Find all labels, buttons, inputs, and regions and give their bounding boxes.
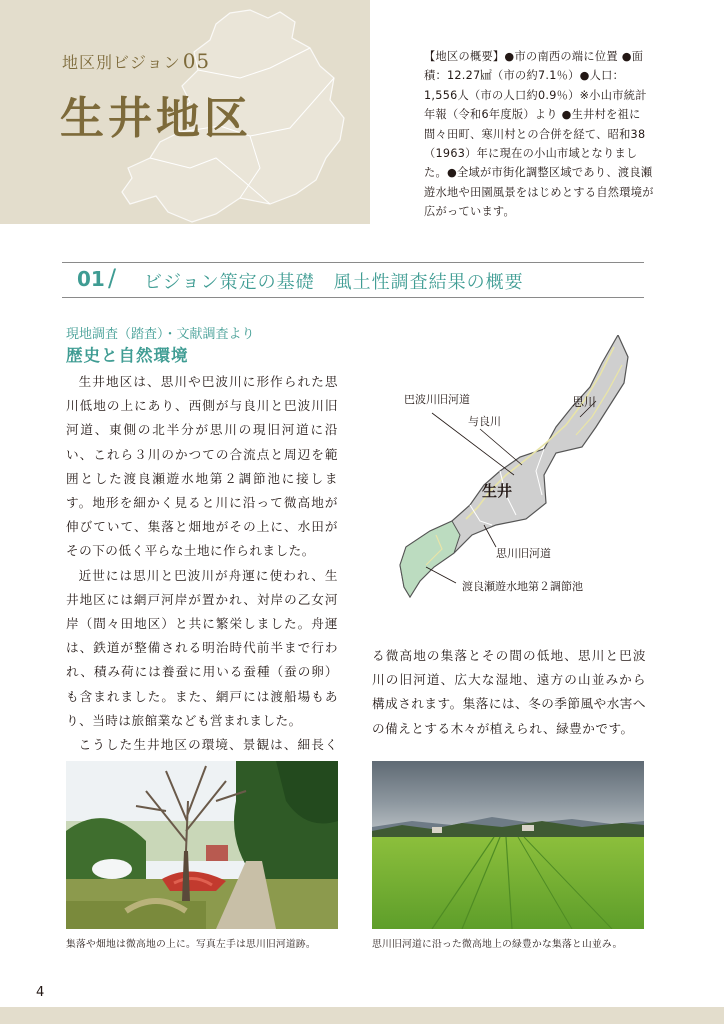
section-title: ビジョン策定の基礎 風土性調査結果の概要 bbox=[144, 272, 524, 293]
caption-photo-1: 集落や畑地は微高地の上に。写真左手は思川旧河道跡。 bbox=[66, 939, 316, 950]
photo-village-path bbox=[66, 761, 338, 929]
subsection-heading: 歴史と自然環境 bbox=[66, 346, 189, 365]
paragraph-landscape-end: る微高地の集落とその間の低地、思川と巴波川の旧河道、広大な湿地、遠方の山並みから構成されます。集落には、冬の季節風や水害への備えとする木々が植えられ、緑豊かです。 bbox=[372, 648, 646, 736]
survey-label: 現地調査（踏査）・文献調査より bbox=[66, 327, 255, 342]
map-label-uzuma-old-channel: 巴波川旧河道 bbox=[404, 393, 470, 406]
section-number: 01 bbox=[77, 267, 105, 291]
district-overview: 【地区の概要】●市の南西の端に位置 ●面積：12.27㎢（市の約7.1％）●人口：1,556人（市の人口約0.9％）※小山市統計年報（令和6年度版）より ●生井村を祖に間々田町、寒川村との合併を経て、昭和38（1963）年に現在の小山市域となりました。●全域が市街化調整区域であり、渡良瀬遊水地や田園風景をはじめとする自然環境が広がっています。 bbox=[424, 50, 654, 219]
district-map-graphic bbox=[396, 335, 632, 615]
subtitle-prefix: 地区別ビジョン bbox=[62, 53, 181, 72]
section-top-rule bbox=[62, 262, 644, 263]
map-label-yora-river: 与良川 bbox=[468, 415, 501, 428]
district-map bbox=[396, 335, 632, 615]
district-subtitle bbox=[62, 49, 210, 73]
map-label-omoi-river: 思川 bbox=[572, 395, 597, 409]
section-bottom-rule bbox=[62, 297, 644, 298]
section-header bbox=[62, 262, 644, 298]
photo-rice-field bbox=[372, 761, 644, 929]
caption-photo-2: 思川旧河道に沿った微高地上の緑豊かな集落と山並み。 bbox=[372, 939, 623, 950]
subtitle-number: 05 bbox=[182, 49, 211, 73]
page-number: 4 bbox=[36, 985, 45, 1000]
body-column-left bbox=[66, 370, 338, 781]
map-label-namai: 生井 bbox=[482, 482, 513, 500]
retarding-basin-area bbox=[400, 521, 460, 597]
section-divider: / bbox=[108, 264, 117, 292]
body-column-right bbox=[372, 644, 646, 741]
paragraph-landscape-start: こうした生井地区の環境、景観は、細長く bbox=[78, 737, 338, 753]
paragraph-transport: 近世には思川と巴波川が舟運に使われ、生井地区には網戸河岸が置かれ、対岸の乙女河岸（間々田地区）と共に繁栄しました。舟運は、鉄道が整備される明治時代前半まで行われ、積み荷には養蚕に用いる蚕種（蚕の卵）も含まれました。また、網戸には渡船場もあり、当時は旅館業なども営まれました。 bbox=[66, 567, 338, 728]
footer-band bbox=[0, 1007, 724, 1024]
page-title: 生井地区 bbox=[60, 93, 252, 144]
map-label-watarase-basin: 渡良瀬遊水地第２調節池 bbox=[462, 580, 583, 593]
map-label-omoi-old-channel: 思川旧河道 bbox=[496, 547, 551, 560]
header-panel bbox=[0, 0, 370, 224]
paragraph-history: 生井地区は、思川や巴波川に形作られた思川低地の上にあり、西側が与良川と巴波川旧河道、東側の北半分が思川の現旧河道に沿い、これら３川のかつての合流点と周辺を範囲とした渡良瀬遊水地第２調節池に接します。地形を細かく見ると川に沿って微高地が伸びていて、集落と畑地がその上に、水田がその下の低く平らな土地に作られました。 bbox=[66, 374, 338, 559]
